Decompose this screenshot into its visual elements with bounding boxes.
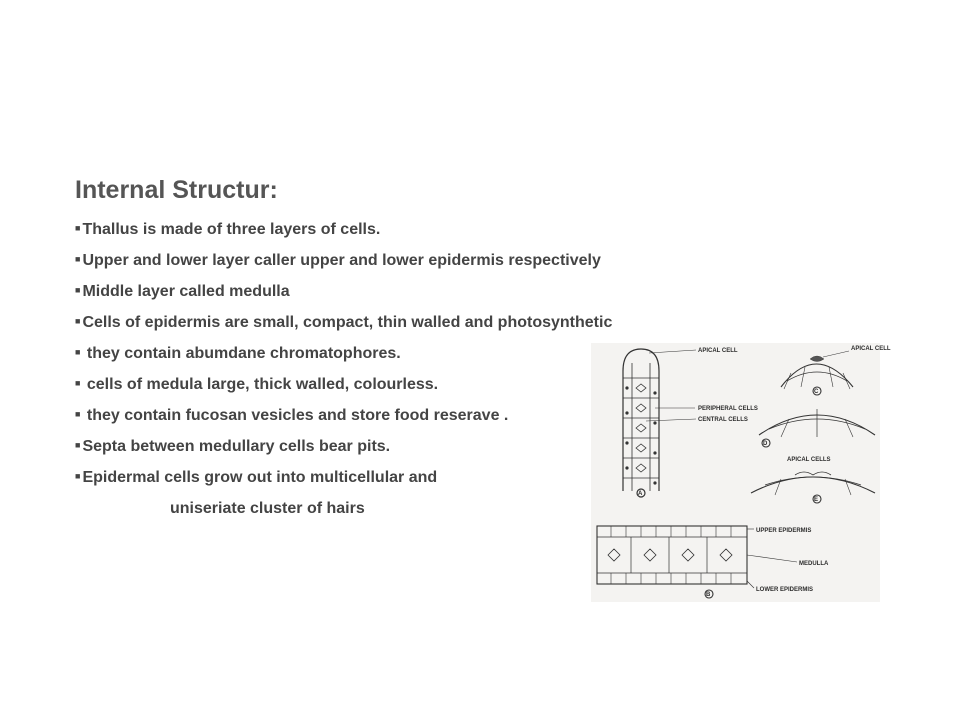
panel-e-apical-cells	[751, 472, 875, 503]
bullet-text: Septa between medullary cells bear pits.	[82, 438, 391, 455]
bullet-item	[75, 344, 401, 365]
square-bullet-icon: ■	[75, 316, 81, 326]
label-lower-epidermis: LOWER EPIDERMIS	[756, 587, 814, 593]
panel-letter-a: A	[638, 491, 643, 497]
bullet-text: Thallus is made of three layers of cells.	[82, 221, 381, 238]
panel-letter-d: D	[763, 441, 768, 447]
square-bullet-icon: ■	[75, 223, 81, 233]
slide-title: Internal Structur:	[75, 176, 278, 204]
bullet-item	[75, 468, 437, 489]
square-bullet-icon: ■	[75, 440, 81, 450]
bullet-text: Middle layer called medulla	[82, 283, 290, 300]
panel-letter-b: B	[706, 592, 711, 598]
bullet-item	[75, 406, 508, 427]
square-bullet-icon: ■	[75, 254, 81, 264]
square-bullet-icon: ■	[75, 347, 81, 357]
square-bullet-icon: ■	[75, 409, 81, 419]
label-central-cells: CENTRAL CELLS	[698, 417, 748, 423]
thallus-diagram	[591, 343, 891, 602]
bullet-text: Cells of epidermis are small, compact, thin walled and photosynthetic	[82, 314, 613, 331]
thallus-anatomy-figure	[591, 343, 891, 602]
label-apical-cell-right: APICAL CELL	[851, 346, 891, 352]
bullet-continuation: uniseriate cluster of hairs	[170, 500, 365, 517]
label-upper-epidermis: UPPER EPIDERMIS	[756, 528, 812, 534]
label-apical-cells: APICAL CELLS	[787, 457, 831, 463]
square-bullet-icon: ■	[75, 285, 81, 295]
bullet-text: Upper and lower layer caller upper and lower epidermis respectively	[82, 252, 601, 269]
bullet-text: they contain abumdane chromatophores.	[82, 345, 401, 362]
bullet-item	[75, 375, 438, 396]
label-apical-cell: APICAL CELL	[698, 348, 738, 354]
bullet-item	[75, 437, 390, 458]
bullet-item	[75, 251, 601, 272]
bullet-text: cells of medula large, thick walled, colourless.	[82, 376, 439, 393]
bullet-item	[75, 313, 612, 334]
panel-letter-c: C	[814, 389, 819, 395]
bullet-text: Epidermal cells grow out into multicellular and	[82, 469, 438, 486]
bullet-text: they contain fucosan vesicles and store food reserave .	[82, 407, 509, 424]
label-peripheral-cells: PERIPHERAL CELLS	[698, 406, 758, 412]
bullet-item	[75, 220, 380, 241]
bullet-item	[75, 282, 290, 303]
panel-d-dividing-apex	[759, 409, 875, 447]
panel-letter-e: E	[814, 497, 819, 503]
square-bullet-icon: ■	[75, 378, 81, 388]
panel-a-longitudinal-section	[623, 349, 696, 497]
square-bullet-icon: ■	[75, 471, 81, 481]
label-medulla: MEDULLA	[799, 561, 829, 567]
